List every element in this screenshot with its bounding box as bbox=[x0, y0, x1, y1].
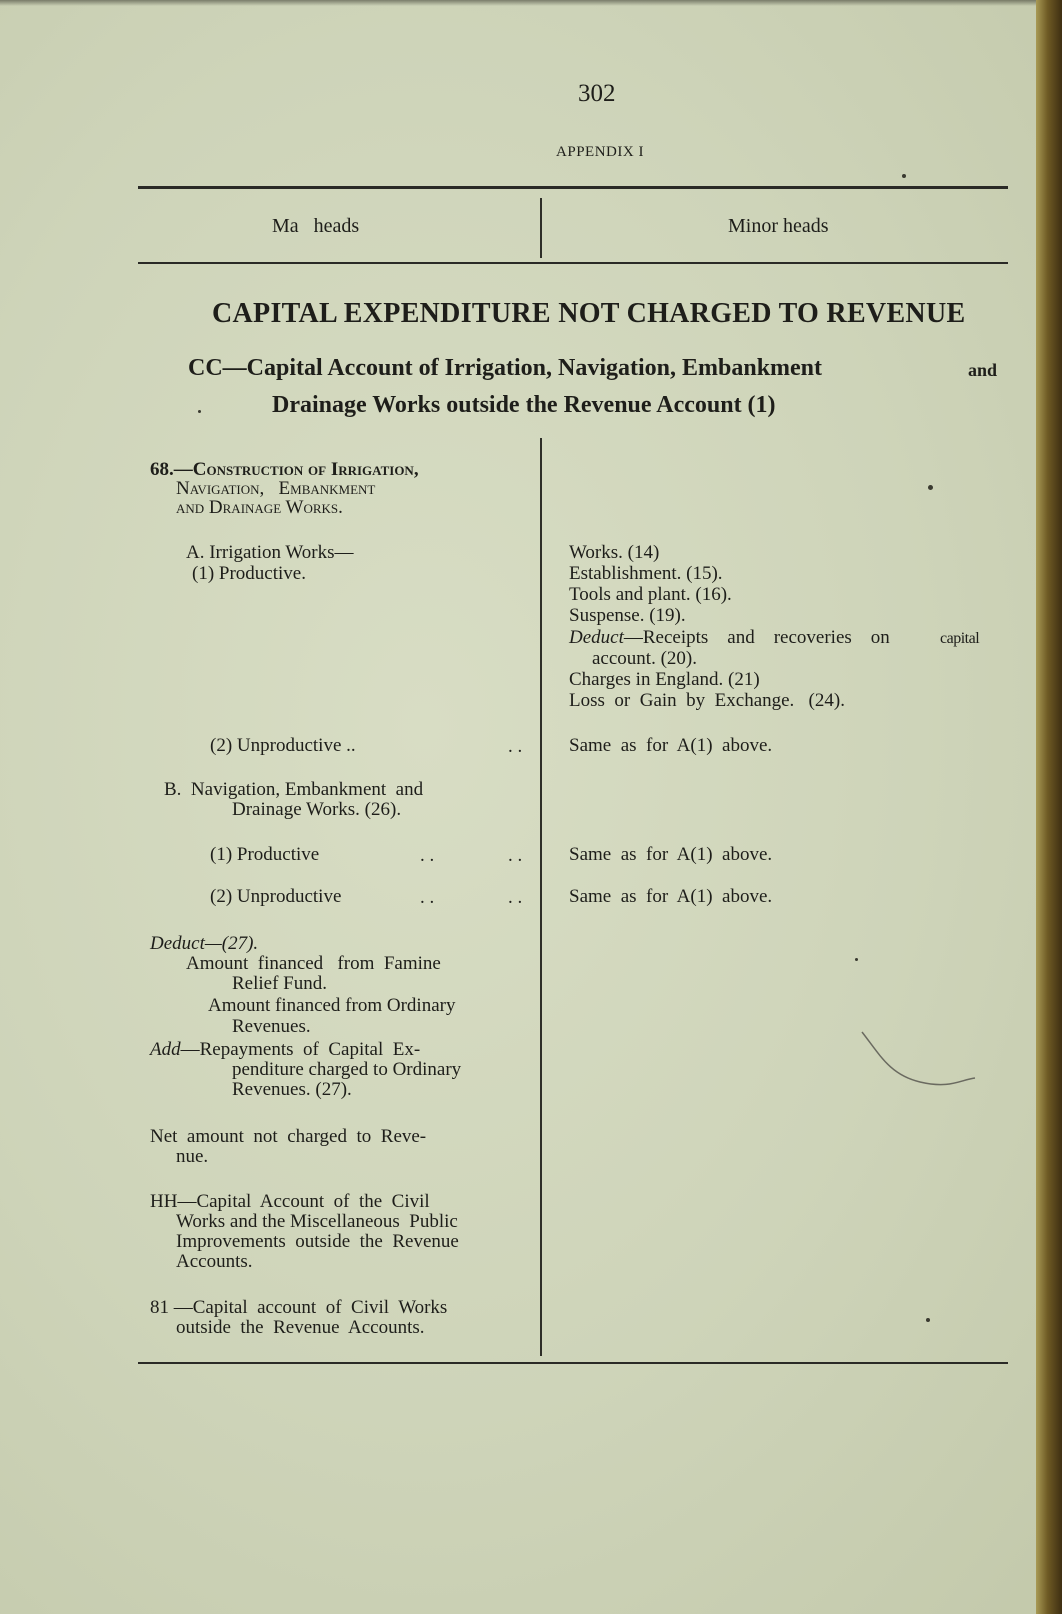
leader-dots: . . bbox=[508, 845, 523, 866]
minor-charges-england: Charges in England. (21) bbox=[569, 669, 760, 690]
minor-deduct-tail: capital bbox=[940, 630, 980, 647]
net-amount-line1: Net amount not charged to Reve- bbox=[150, 1126, 427, 1147]
table-header-bottom-rule-right bbox=[541, 262, 1008, 264]
table-bottom-rule bbox=[138, 1362, 1008, 1364]
minor-deduct-label: Deduct bbox=[569, 627, 624, 648]
navigation-title-line1: B. Navigation, Embankment and bbox=[164, 779, 424, 800]
deduct-line4: Revenues. bbox=[232, 1016, 311, 1037]
header-column-divider bbox=[540, 198, 542, 258]
section-title-line1: CC—Capital Account of Irrigation, Navigation, Embankment bbox=[188, 355, 823, 381]
table-top-rule bbox=[138, 186, 1008, 189]
deduct-heading: Deduct—(27). bbox=[150, 933, 259, 954]
minor-account: account. (20). bbox=[592, 648, 697, 669]
leader-dots: . . bbox=[420, 887, 435, 908]
add-line2: penditure charged to Ordinary bbox=[232, 1059, 462, 1080]
head-81-line1: 81 —Capital account of Civil Works bbox=[150, 1297, 448, 1318]
top-shadow bbox=[0, 0, 1062, 6]
minor-works: Works. (14) bbox=[569, 542, 660, 563]
irrigation-works-title: A. Irrigation Works— bbox=[186, 542, 354, 563]
deduct-line1: Amount financed from Famine bbox=[186, 953, 441, 974]
main-title: CAPITAL EXPENDITURE NOT CHARGED TO REVENUE bbox=[212, 298, 966, 329]
major-heads-header: Ma heads bbox=[272, 215, 360, 237]
head-68-line1: 68.—Construction of Irrigation, bbox=[150, 459, 419, 480]
leader-dots: . . bbox=[508, 887, 523, 908]
head-68-line2: Navigation, Embankment bbox=[176, 478, 376, 499]
table-header-bottom-rule-left bbox=[138, 262, 541, 264]
minor-loss-gain-exchange: Loss or Gain by Exchange. (24). bbox=[569, 690, 845, 711]
paper-speck bbox=[855, 958, 858, 961]
hh-line3: Improvements outside the Revenue bbox=[176, 1231, 459, 1252]
add-line1 bbox=[150, 1040, 420, 1060]
navigation-title-line2: Drainage Works. (26). bbox=[232, 799, 402, 820]
minor-deduct-receipts bbox=[569, 628, 890, 648]
leader-dots: . . bbox=[508, 736, 523, 757]
minor-heads-header: Minor heads bbox=[728, 215, 829, 237]
page-number: 302 bbox=[578, 80, 616, 107]
deduct-line3: Amount financed from Ordinary bbox=[208, 995, 456, 1016]
paper-speck bbox=[928, 485, 933, 490]
hh-line1: HH—Capital Account of the Civil bbox=[150, 1191, 430, 1212]
irrigation-productive: (1) Productive. bbox=[192, 563, 306, 584]
paper-speck bbox=[902, 174, 906, 178]
navigation-unproductive: (2) Unproductive bbox=[210, 886, 342, 907]
pencil-mark bbox=[860, 1030, 980, 1100]
head-68-line3: and Drainage Works. bbox=[176, 497, 343, 518]
minor-suspense: Suspense. (19). bbox=[569, 605, 686, 626]
section-title-line1-tail: and bbox=[968, 360, 998, 380]
minor-tools-plant: Tools and plant. (16). bbox=[569, 584, 732, 605]
net-amount-line2: nue. bbox=[176, 1146, 209, 1167]
hh-line2: Works and the Miscellaneous Public bbox=[176, 1211, 458, 1232]
minor-same-b-unproductive: Same as for A(1) above. bbox=[569, 886, 773, 907]
paper-speck bbox=[926, 1318, 930, 1322]
section-title-line2: Drainage Works outside the Revenue Account (1) bbox=[272, 392, 776, 418]
add-line1-text: —Repayments of Capital Ex- bbox=[180, 1039, 421, 1060]
deduct-line2: Relief Fund. bbox=[232, 973, 327, 994]
minor-same-a-unproductive: Same as for A(1) above. bbox=[569, 735, 773, 756]
minor-same-b-productive: Same as for A(1) above. bbox=[569, 844, 773, 865]
paper-speck bbox=[198, 410, 201, 413]
minor-deduct-text: —Receipts and recoveries on bbox=[623, 627, 890, 648]
navigation-productive: (1) Productive bbox=[210, 844, 320, 865]
add-line3: Revenues. (27). bbox=[232, 1079, 352, 1100]
appendix-heading: APPENDIX I bbox=[556, 144, 644, 160]
head-81-line2: outside the Revenue Accounts. bbox=[176, 1317, 425, 1338]
book-spine-edge bbox=[1036, 0, 1062, 1614]
minor-establishment: Establishment. (15). bbox=[569, 563, 723, 584]
hh-line4: Accounts. bbox=[176, 1251, 253, 1272]
body-column-divider bbox=[540, 438, 542, 1356]
leader-dots: . . bbox=[420, 845, 435, 866]
add-label: Add bbox=[150, 1039, 181, 1060]
irrigation-unproductive: (2) Unproductive .. bbox=[210, 735, 356, 756]
